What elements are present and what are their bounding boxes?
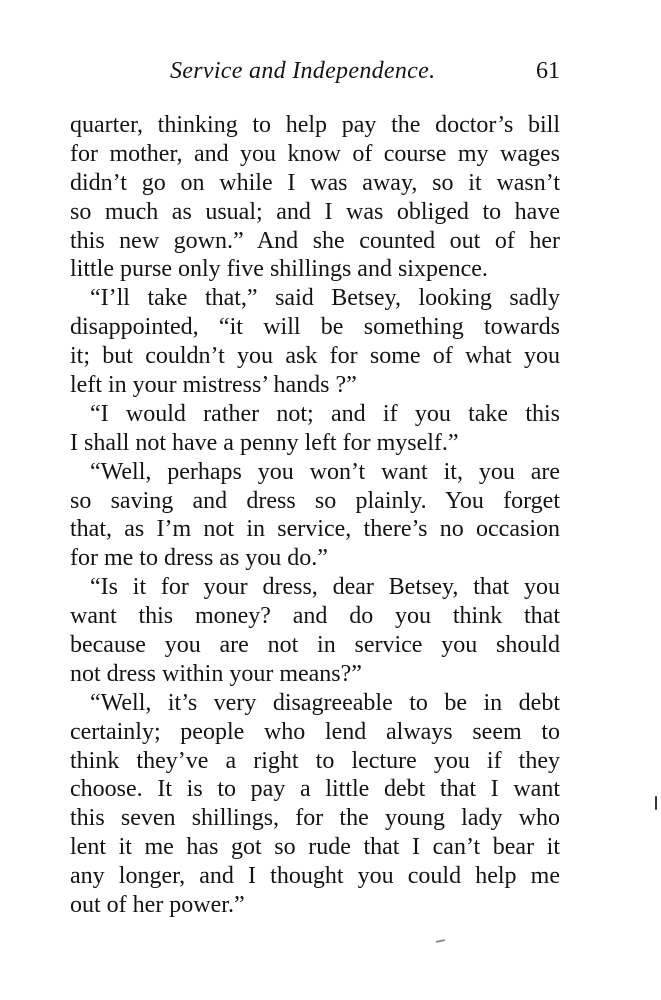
text-line: so much as usual; and I was obliged to have: [70, 198, 560, 225]
text-line: little purse only five shillings and sixpence.: [70, 256, 488, 283]
text-line: disappointed, “it will be something towards: [70, 314, 560, 341]
running-head: [70, 58, 560, 92]
running-title: Service and Independence.: [170, 58, 436, 84]
text-line: for mother, and you know of course my wages: [70, 140, 560, 167]
page-speck: [436, 939, 445, 943]
text-line: because you are not in service you should: [70, 632, 560, 659]
text-line: lent it me has got so rude that I can’t bear it: [70, 834, 560, 861]
text-line: think they’ve a right to lecture you if they: [70, 747, 560, 774]
text-line: this seven shillings, for the young lady who: [70, 805, 560, 832]
text-line: “Well, it’s very disagreeable to be in debt: [90, 689, 560, 716]
text-line: “I’ll take that,” said Betsey, looking sadly: [90, 285, 560, 312]
text-line: “Is it for your dress, dear Betsey, that you: [90, 574, 560, 601]
text-line: out of her power.”: [70, 892, 245, 919]
text-line: any longer, and I thought you could help me: [70, 863, 560, 890]
text-line: this new gown.” And she counted out of her: [70, 227, 560, 254]
text-line: I shall not have a penny left for myself.”: [70, 429, 459, 456]
text-line: want this money? and do you think that: [70, 603, 560, 630]
page-number: 61: [536, 58, 560, 84]
text-line: didn’t go on while I was away, so it wasn’t: [70, 169, 560, 196]
margin-speck: [655, 796, 657, 810]
text-line: choose. It is to pay a little debt that I want: [70, 776, 560, 803]
text-line: “Well, perhaps you won’t want it, you are: [90, 458, 560, 485]
body-text: [70, 111, 560, 920]
text-line: quarter, thinking to help pay the doctor’s bill: [70, 112, 560, 138]
text-line: that, as I’m not in service, there’s no occasion: [70, 516, 560, 543]
text-line: “I would rather not; and if you take this: [90, 400, 560, 427]
text-line: for me to dress as you do.”: [70, 545, 328, 572]
text-line: left in your mistress’ hands ?”: [70, 372, 357, 399]
text-line: so saving and dress so plainly. You forget: [70, 487, 560, 514]
text-line: it; but couldn’t you ask for some of what you: [70, 343, 560, 370]
text-line: not dress within your means?”: [70, 660, 362, 687]
text-line: certainly; people who lend always seem to: [70, 718, 560, 745]
